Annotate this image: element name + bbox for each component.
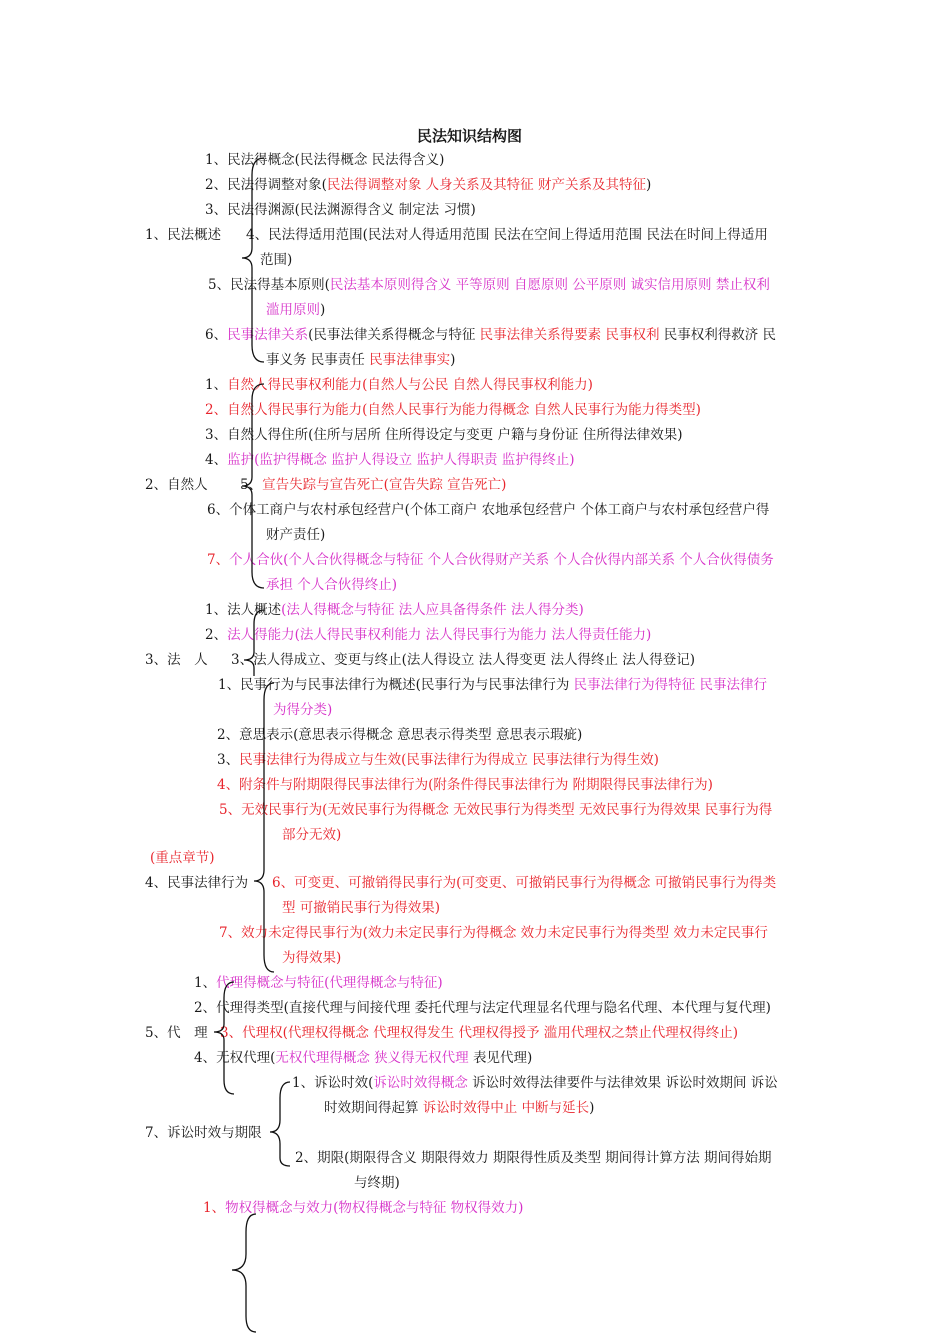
text-span: 物权得概念与效力(物权得概念与特征 物权得效力) [225,1200,524,1216]
text-span: 民事法律关系 [227,327,309,343]
outline-item-continuation [282,826,341,844]
outline-item [246,226,768,244]
outline-item [217,726,582,744]
text-span: 6、 [205,327,228,343]
text-span: ) [450,352,456,368]
text-span: (法人得概念与特征 法人应具备得条件 法人得分类) [281,602,584,618]
text-span: 民事法律行为得特征 民事法律行 [573,677,767,693]
text-span: 6、可变更、可撤销得民事行为(可变更、可撤销民事行为得概念 可撤销民事行为得类 [272,875,777,891]
text-span: 民法基本原则得含义 平等原则 自愿原则 公平原则 诚实信用原则 禁止权利 [329,277,770,293]
text-span: 为得效果) [282,950,342,966]
outline-item [219,801,772,819]
text-span: 3、法人得成立、变更与终止(法人得设立 法人得变更 法人得终止 法人得登记) [231,652,695,668]
brace-8 [232,1214,256,1332]
text-span: 部分无效) [282,827,342,843]
outline-item [205,326,776,344]
text-span: 3、 [217,752,240,768]
text-span: 3、自然人得住所(住所与居所 住所得设定与变更 户籍与身份证 住所得法律效果) [205,427,683,443]
text-span: 4、 [205,452,228,468]
outline-item [217,776,713,794]
outline-item [205,626,651,644]
text-span: 1、法人概述 [205,602,282,618]
text-span: 民事权利得救济 民 [659,327,777,343]
text-span: 1、 [205,377,228,393]
text-span: ) [320,302,326,318]
text-span: 时效期间得起算 [324,1100,423,1116]
outline-item [205,426,683,444]
text-span: (民事法律关系得概念与特征 [308,327,480,343]
text-span: 范围) [260,252,293,268]
text-span: 4、无权代理( [194,1050,276,1066]
text-span: 4、附条件与附期限得民事法律行为(附条件得民事法律行为 附期限得民事法律行为) [217,777,713,793]
text-span: 民法得调整对象 人身关系及其特征 财产关系及其特征 [326,177,646,193]
text-span: 诉讼时效得中止 中断与延长 [422,1100,590,1116]
text-span: 1、民法得概念(民法得概念 民法得含义) [205,152,445,168]
outline-item [194,1049,532,1067]
text-span: 诉讼时效得概念 [373,1075,468,1091]
text-span: 为得分类) [273,702,333,718]
text-span: 诉讼时效得法律要件与法律效果 诉讼时效期间 诉讼 [467,1075,778,1091]
text-span: 代理权(代理权得概念 代理权得发生 代理权得授予 滥用代理权之禁止代理权得终止) [242,1025,739,1041]
outline-item-continuation [273,701,332,719]
text-span: 1、 [194,975,217,991]
text-span: 表见代理) [468,1050,533,1066]
text-span: 1、诉讼时效( [292,1075,374,1091]
outline-item [219,924,768,942]
text-span: 民事法律事实 [369,352,451,368]
outline-item [205,601,584,619]
outline-item [207,501,769,519]
outline-item-continuation [266,351,455,369]
outline-item [207,551,774,569]
outline-item-continuation [282,899,440,917]
text-span: 自然人得民事权利能力(自然人与公民 自然人得民事权利能力) [227,377,593,393]
text-span: 民事法律行为得成立与生效(民事法律行为得成立 民事法律行为得生效) [239,752,659,768]
outline-item [205,376,593,394]
text-span: 2、自然人得民事行为能力(自然人民事行为能力得概念 自然人民事行为能力得类型) [205,402,701,418]
text-span: 1、 [203,1200,226,1216]
text-span: 滥用原则 [266,302,320,318]
text-span: 2、代理得类型(直接代理与间接代理 委托代理与法定代理显名代理与隐名代理、本代理与复代理) [194,1000,771,1016]
section-label-1: 1、民法概述 [145,227,222,243]
outline-item [205,151,444,169]
text-span: 4、民法得适用范围(民法对人得适用范围 民法在空间上得适用范围 民法在时间上得适用 [246,227,768,243]
text-span: ) [589,1100,595,1116]
outline-item [218,676,767,694]
text-span: 7、 [207,552,230,568]
text-span: 无权代理得概念 狭义得无权代理 [275,1050,469,1066]
outline-item [205,401,701,419]
text-span: 与终期) [354,1175,400,1191]
outline-item-continuation [282,949,341,967]
outline-item [240,476,506,494]
text-span: 承担 个人合伙得终止) [266,577,398,593]
text-span: 2、民法得调整对象( [205,177,327,193]
text-span: ) [645,177,652,193]
outline-item [205,176,651,194]
outline-item-continuation [266,526,325,544]
outline-item [205,201,476,219]
outline-item [208,276,770,294]
outline-item [292,1074,778,1092]
section-label-2: 2、自然人 [145,477,208,493]
outline-item-continuation [266,301,325,319]
text-span: 5、民法得基本原则( [208,277,330,293]
outline-item [194,999,771,1017]
outline-item-continuation [354,1174,400,1192]
outline-item-continuation [260,251,292,269]
page-title: 民法知识结构图 [417,127,523,145]
section-label-6: 7、诉讼时效与期限 [145,1125,262,1141]
text-span: 监护(监护得概念 监护人得设立 监护人得职责 监护得终止) [227,452,575,468]
outline-item [217,751,659,769]
text-span: 事义务 民事责任 [266,352,370,368]
section-label-3: 3、法 人 [145,652,208,668]
text-span: 1、民事行为与民事法律行为概述(民事行为与民事法律行为 [218,677,574,693]
text-span: 型 可撤销民事行为得效果) [282,900,441,916]
text-span: 7、效力未定得民事行为(效力未定民事行为得概念 效力未定民事行为得类型 效力未定民事行 [219,925,768,941]
text-span: 个人合伙(个人合伙得概念与特征 个人合伙得财产关系 个人合伙得内部关系 个人合伙得债务 [229,552,774,568]
text-span: 2、 [205,627,228,643]
section-label-5: 5、代 理 [145,1025,208,1041]
text-span: 2、期限(期限得含义 期限得效力 期限得性质及类型 期间得计算方法 期间得始期 [295,1150,772,1166]
outline-item [194,974,443,992]
text-span: 代理得概念与特征(代理得概念与特征) [216,975,443,991]
text-span: 3、 [220,1025,243,1041]
brace-7 [270,1082,290,1166]
text-span: 财产责任) [266,527,326,543]
outline-item [203,1199,523,1217]
text-span: 民事法律关系得要素 民事权利 [479,327,660,343]
outline-item [231,651,695,669]
text-span: 2、意思表示(意思表示得概念 意思表示得类型 意思表示瑕疵) [217,727,583,743]
text-span: 3、民法得渊源(民法渊源得含义 制定法 习惯) [205,202,476,218]
text-span: 5、 [240,477,263,493]
text-span: 法人得能力(法人得民事权利能力 法人得民事行为能力 法人得责任能力) [227,627,652,643]
outline-item-continuation [266,576,397,594]
outline-item [205,451,575,469]
text-span: 6、个体工商户与农村承包经营户(个体工商户 农地承包经营户 个体工商户与农村承包经营户得 [207,502,770,518]
outline-item [295,1149,772,1167]
key-chapter-annotation: (重点章节) [150,850,215,866]
outline-item-continuation [324,1099,594,1117]
outline-item [220,1024,738,1042]
text-span: 宣告失踪与宣告死亡(宣告失踪 宣告死亡) [262,477,507,493]
outline-item [272,874,776,892]
section-label-4: 4、民事法律行为 [145,875,249,891]
text-span: 5、无效民事行为(无效民事行为得概念 无效民事行为得类型 无效民事行为得效果 民事行为得 [219,802,773,818]
